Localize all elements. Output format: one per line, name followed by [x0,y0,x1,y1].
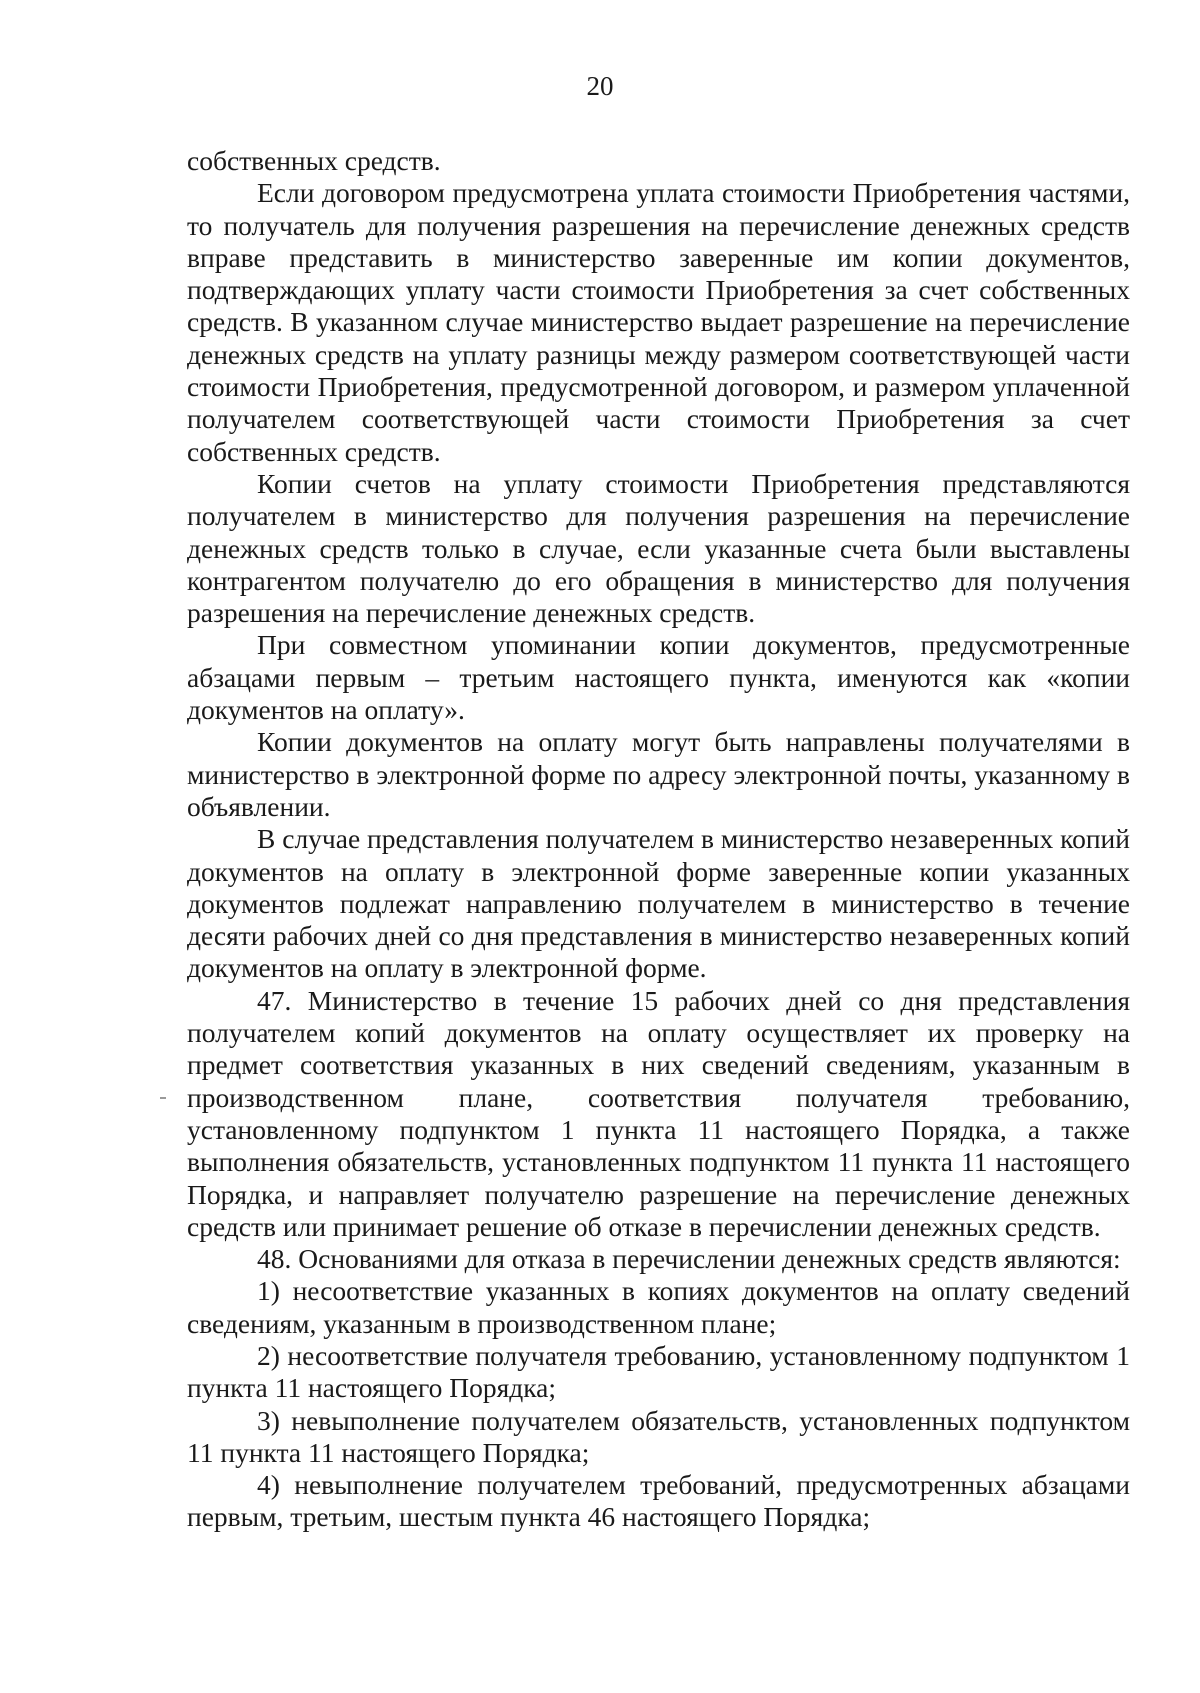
scan-artifact [160,1097,166,1099]
paragraph-clause-48: 48. Основаниями для отказа в перечислении денежных средств являются: [257,1243,1121,1275]
paragraph-electronic-submission: Копии документов на оплату могут быть направлены получателями в министерство в электронной форме по адресу электронной почты, указанному в объявлении. [187,726,1130,822]
paragraph-partial-payment: Если договором предусмотрена уплата стоимости Приобретения частями, то получатель для получения разрешения на перечисление денежных средств вправе представить в министерство заверенные им копии документов, подтверждающих уплату части стоимости Приобретения за счет собственных средств. В указанном случае министерство выдает разрешение на перечисление денежных средств на уплату разницы между размером соответствующей части стоимости Приобретения, предусмотренной договором, и размером уплаченной получателем соответствующей части стоимости Приобретения за счет собственных средств. [187,177,1130,467]
list-item-1: 1) несоответствие указанных в копиях документов на оплату сведений сведениям, указанным в производственном плане; [187,1275,1130,1339]
paragraph-uncertified-copies: В случае представления получателем в министерство незаверенных копий документов на оплату в электронной форме заверенные копии указанных документов подлежат направлению получателем в министерство в течение десяти рабочих дней со дня представления в министерство незаверенных копий документов на оплату в электронной форме. [187,823,1130,984]
list-item-4: 4) невыполнение получателем требований, предусмотренных абзацами первым, третьим, шестым пункта 46 настоящего Порядка; [187,1469,1130,1533]
page-number: 20 [586,71,614,101]
paragraph-payment-docs-definition: При совместном упоминании копии документов, предусмотренные абзацами первым – третьим настоящего пункта, именуются как «копии документов на оплату». [187,629,1130,726]
document-body [187,145,1130,1534]
paragraph-clause-47: 47. Министерство в течение 15 рабочих дней со дня представления получателем копий документов на оплату осуществляет их проверку на предмет соответствия указанных в них сведений сведениям, указанным в производственном плане, соответствия получателя требованию, установленному подпунктом 1 пункта 11 настоящего Порядка, а также выполнения обязательств, установленных подпунктом 11 пункта 11 настоящего Порядка, и направляет получателю разрешение на перечисление денежных средств или принимает решение об отказе в перечислении денежных средств. [187,984,1130,1242]
list-item-2: 2) несоответствие получателя требованию, установленному подпунктом 1 пункта 11 настоящего Порядка; [187,1339,1130,1404]
list-item-3: 3) невыполнение получателем обязательств, установленных подпунктом 11 пункта 11 настоящего Порядка; [187,1404,1130,1468]
paragraph-invoice-copies: Копии счетов на уплату стоимости Приобретения представляются получателем в министерство для получения разрешения на перечисление денежных средств только в случае, если указанные счета были выставлены контрагентом получателю до его обращения в министерство для получения разрешения на перечисление денежных средств. [187,467,1130,629]
paragraph-continuation: собственных средств. [187,145,441,176]
